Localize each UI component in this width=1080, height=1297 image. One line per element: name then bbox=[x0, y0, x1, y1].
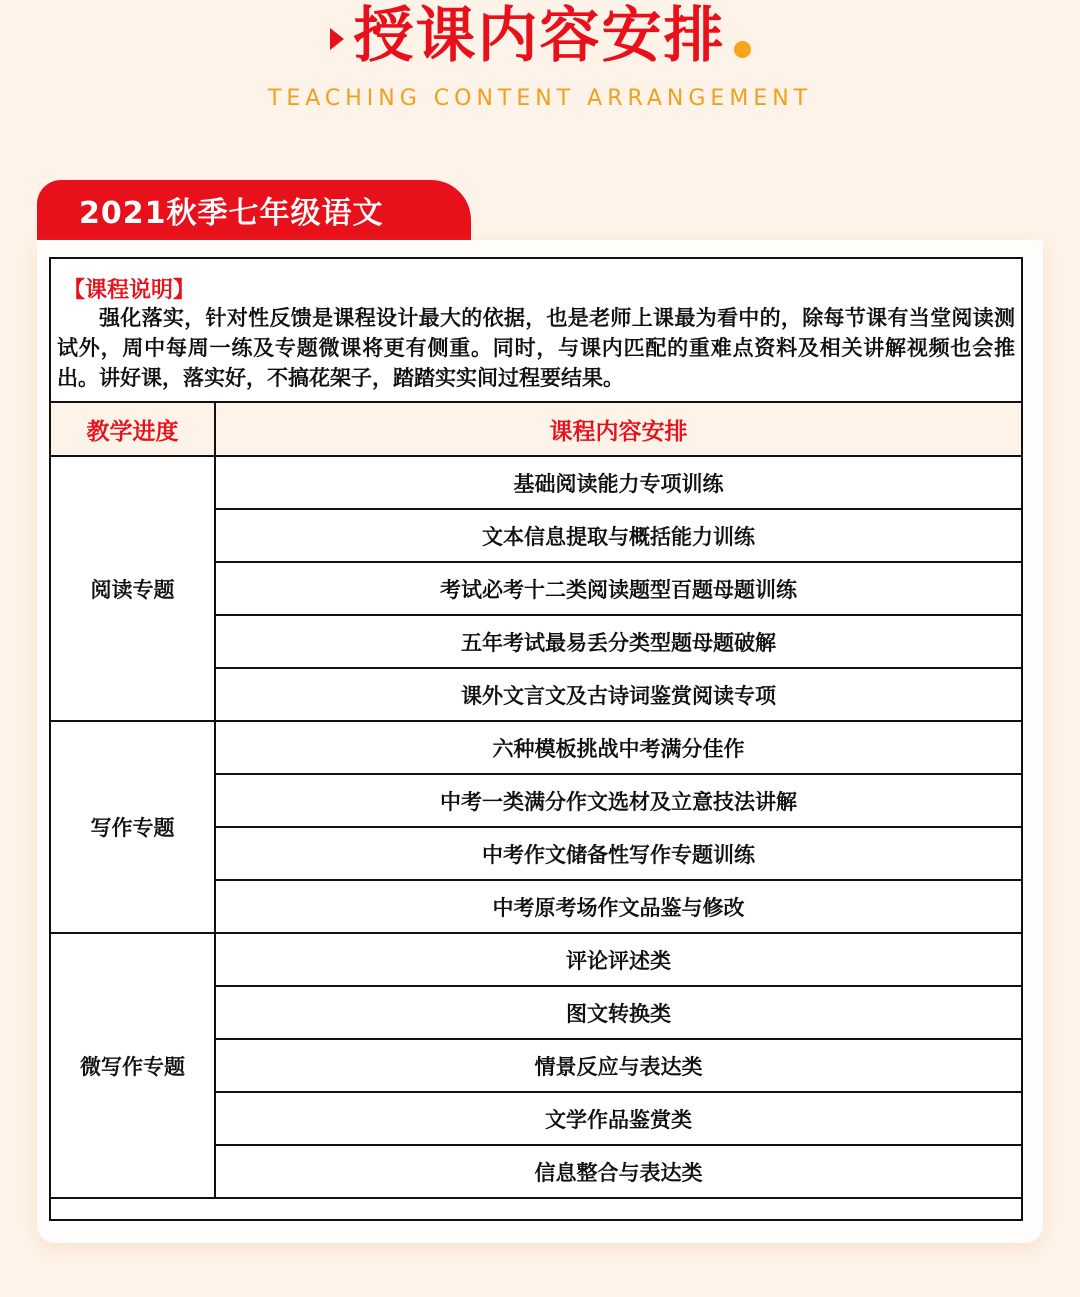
triangle-bullet-icon bbox=[330, 28, 344, 50]
course-tab-label: 2021秋季七年级语文 bbox=[79, 196, 384, 231]
table-cell: 中考原考场作文品鉴与修改 bbox=[215, 880, 1022, 933]
table-cell: 考试必考十二类阅读题型百题母题训练 bbox=[215, 562, 1022, 615]
page-title: 授课内容安排 bbox=[353, 1, 726, 71]
table-cell: 基础阅读能力专项训练 bbox=[215, 456, 1022, 509]
category-writing: 写作专题 bbox=[50, 721, 215, 933]
table-cell: 五年考试最易丢分类型题母题破解 bbox=[215, 615, 1022, 668]
page-subtitle: TEACHING CONTENT ARRANGEMENT bbox=[267, 86, 813, 111]
table-row bbox=[50, 456, 1022, 509]
course-description bbox=[51, 259, 1021, 401]
table-cell: 评论评述类 bbox=[215, 933, 1022, 986]
table-cell: 文本信息提取与概括能力训练 bbox=[215, 509, 1022, 562]
description-title: 【课程说明】 bbox=[63, 277, 196, 303]
table-cell: 文学作品鉴赏类 bbox=[215, 1092, 1022, 1145]
header-progress: 教学进度 bbox=[50, 402, 215, 456]
table-header-row bbox=[50, 402, 1022, 456]
table-cell: 信息整合与表达类 bbox=[215, 1145, 1022, 1198]
category-reading: 阅读专题 bbox=[50, 456, 215, 721]
table-cell: 图文转换类 bbox=[215, 986, 1022, 1039]
table-cell: 情景反应与表达类 bbox=[215, 1039, 1022, 1092]
header-content: 课程内容安排 bbox=[215, 402, 1022, 456]
category-micro-writing: 微写作专题 bbox=[50, 933, 215, 1198]
course-tab bbox=[37, 180, 471, 240]
table-cell: 六种模板挑战中考满分佳作 bbox=[215, 721, 1022, 774]
table-row bbox=[50, 933, 1022, 986]
title-row bbox=[0, 0, 1080, 72]
description-body: 强化落实，针对性反馈是课程设计最大的依据，也是老师上课最为看中的，除每节课有当堂阅读测试外，周中每周一练及专题微课将更有侧重。同时，与课内匹配的重难点资料及相关讲解视频也会推出。讲好课，落实好，不搞花架子，踏踏实实间过程要结果。 bbox=[57, 305, 1015, 390]
page-header bbox=[0, 0, 1080, 130]
table-cell: 中考作文储备性写作专题训练 bbox=[215, 827, 1022, 880]
table-cell: 中考一类满分作文选材及立意技法讲解 bbox=[215, 774, 1022, 827]
dot-icon bbox=[734, 41, 751, 58]
table-row bbox=[50, 721, 1022, 774]
course-sheet bbox=[49, 257, 1023, 1221]
table-cell: 课外文言文及古诗词鉴赏阅读专项 bbox=[215, 668, 1022, 721]
schedule-table bbox=[49, 401, 1023, 1199]
